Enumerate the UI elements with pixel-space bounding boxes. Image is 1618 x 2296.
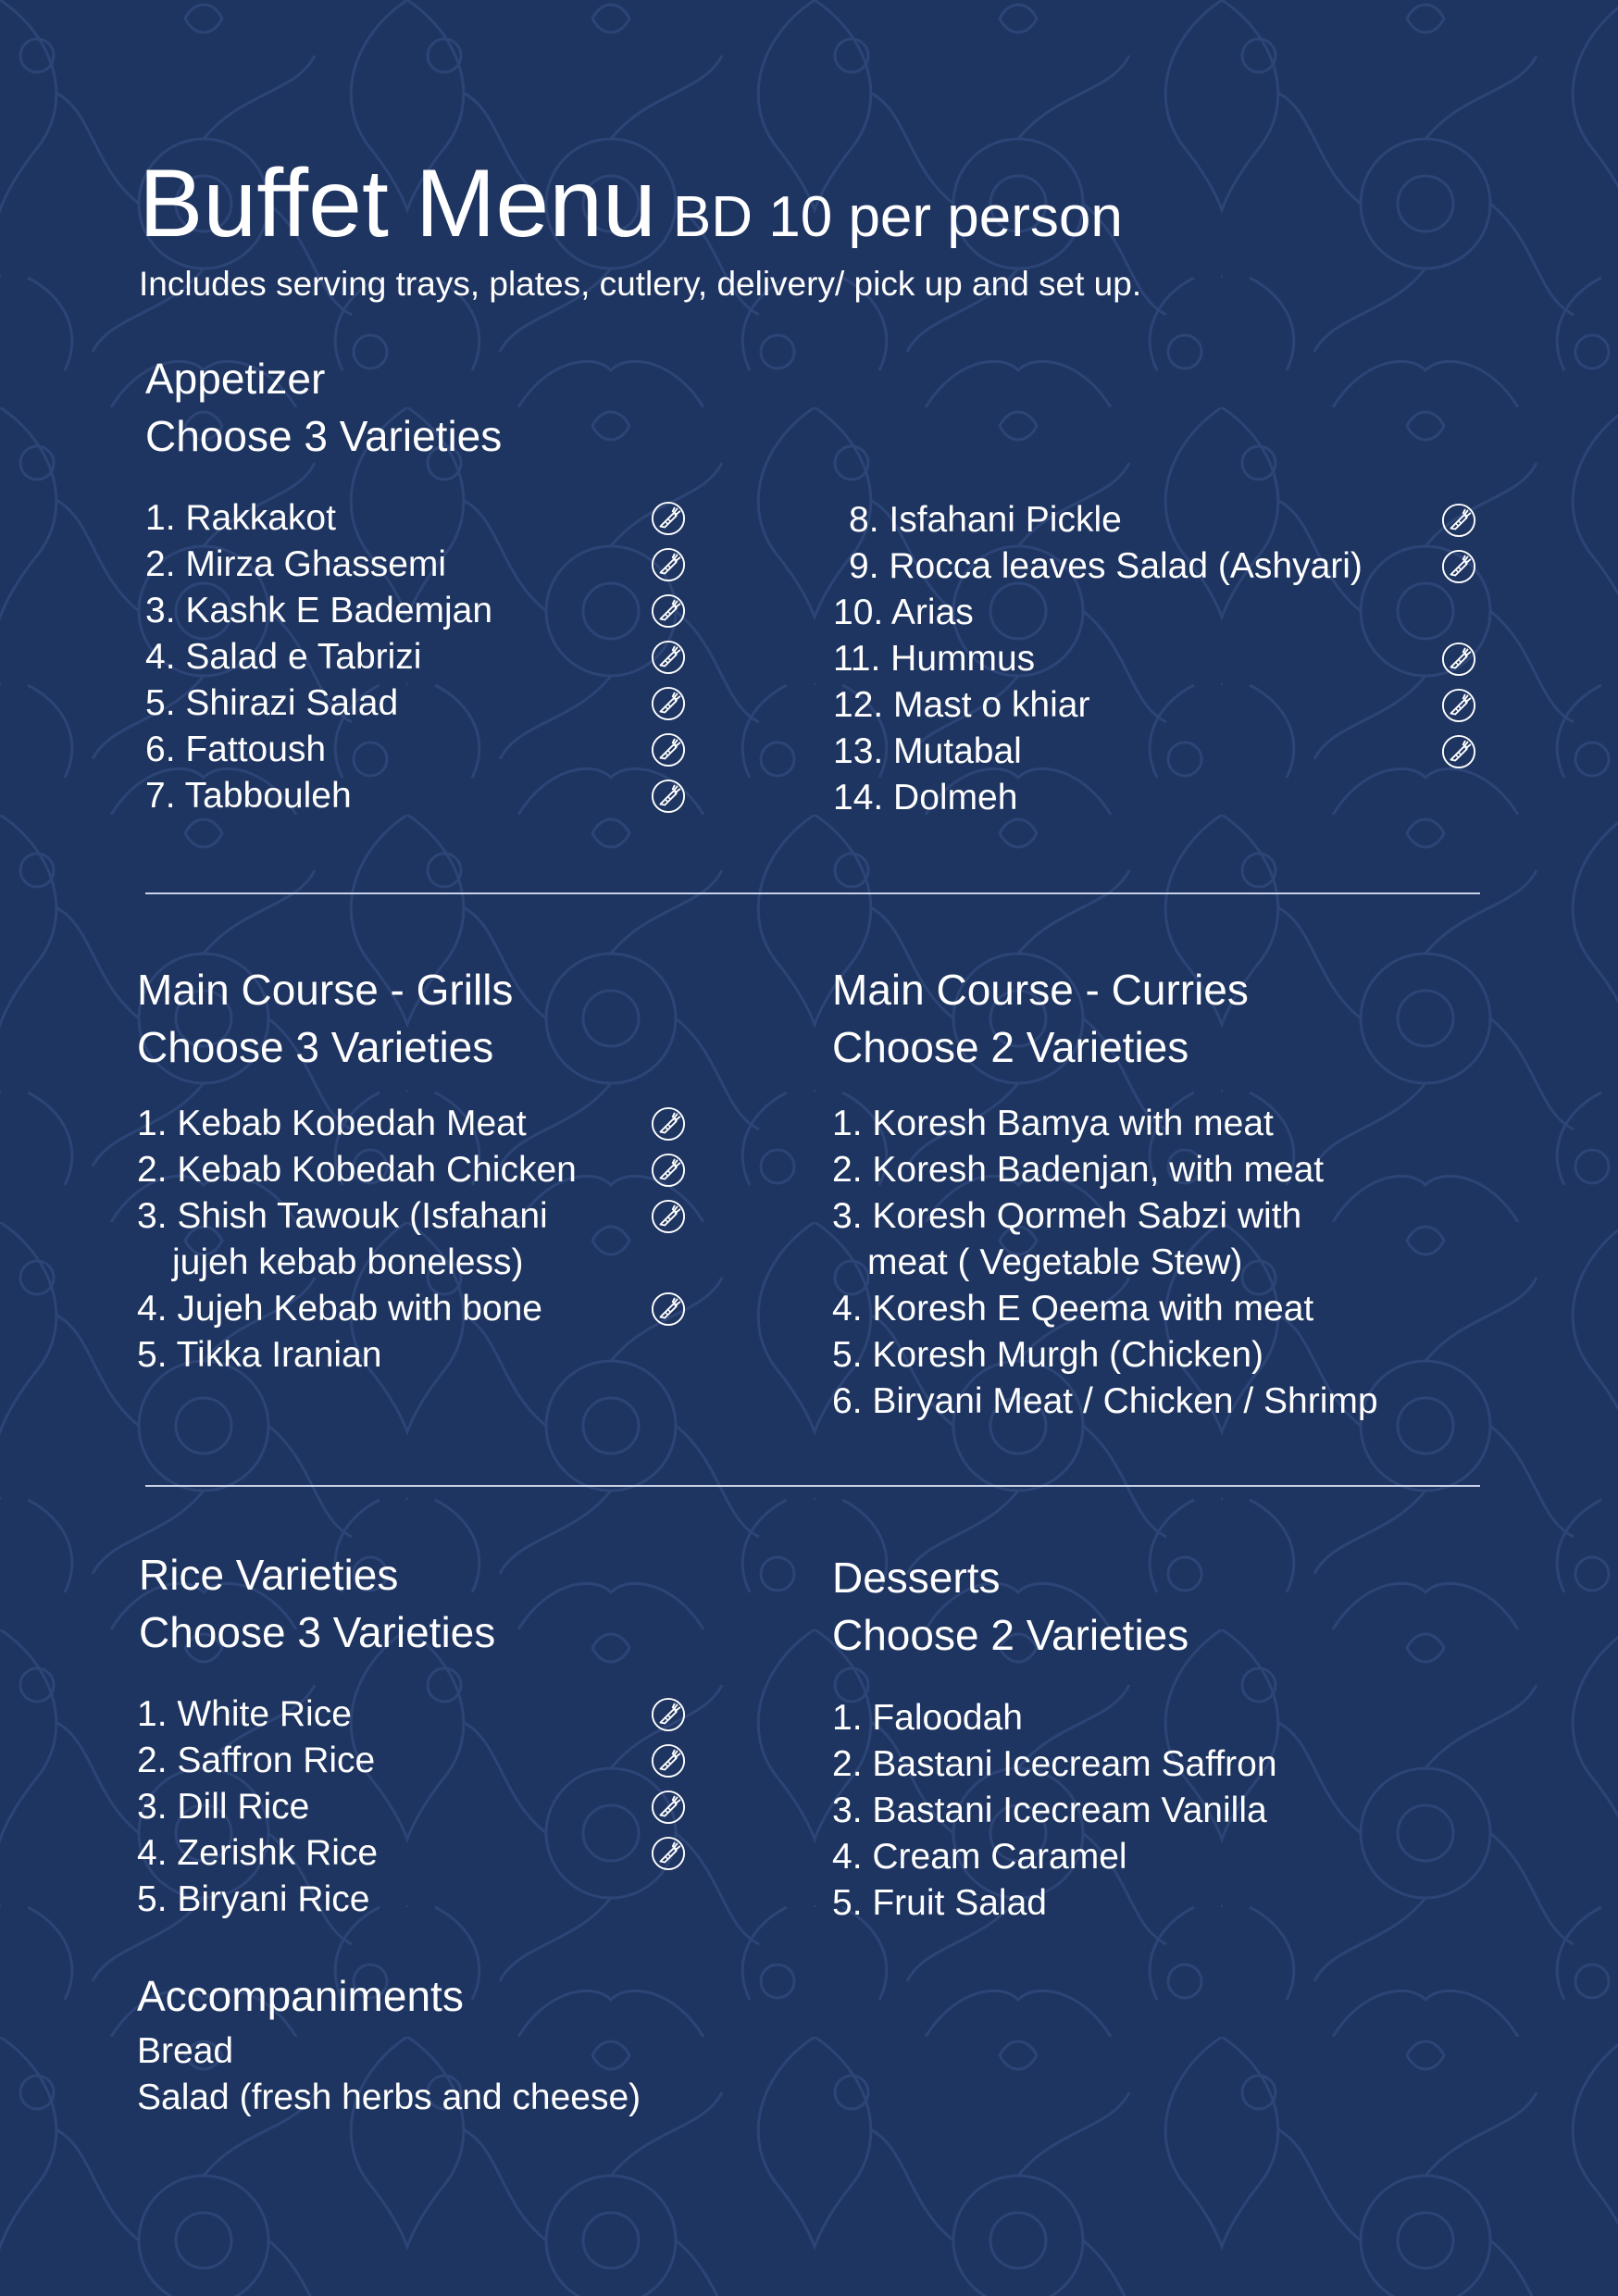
section-choose: Choose 3 Varieties [137,1023,494,1071]
carrot-icon [651,779,686,814]
menu-item-label: 2. Koresh Badenjan, with meat [832,1150,1325,1190]
menu-item-label: 6. Fattoush [145,730,327,769]
grills-section [137,961,513,1076]
menu-item-label: 1. Koresh Bamya with meat [832,1104,1274,1143]
curries-list [832,1101,1573,1425]
carrot-icon [1441,642,1476,677]
carrot-icon [1441,688,1476,723]
carrot-icon [651,1153,686,1188]
menu-item-label-cont: meat ( Vegetable Stew) [867,1242,1243,1282]
menu-item [832,1788,1573,1834]
menu-item [833,590,1481,636]
menu-item-label: 4. Koresh E Qeema with meat [832,1289,1314,1329]
desserts-section [832,1549,1189,1664]
menu-item-label: 5. Koresh Murgh (Chicken) [832,1335,1264,1375]
menu-item [145,542,701,588]
menu-item-label: 8. Isfahani Pickle [849,500,1122,540]
menu-item [832,1379,1573,1425]
carrot-icon [651,1292,686,1327]
menu-item-label: 11. Hummus [833,639,1036,679]
menu-item [145,727,701,773]
carrot-icon [651,1697,686,1732]
menu-item [137,1784,701,1830]
menu-item [833,636,1481,682]
desserts-list [832,1695,1573,1927]
menu-item-label: 2. Saffron Rice [137,1741,376,1780]
carrot-icon [651,686,686,721]
menu-item-label: 14. Dolmeh [833,778,1018,817]
accompaniment-item: Salad (fresh herbs and cheese) [137,2078,641,2117]
carrot-icon [651,1836,686,1871]
section-title: Rice Varieties [139,1551,399,1599]
carrot-icon [1441,549,1476,584]
subtitle: Includes serving trays, plates, cutlery, delivery/ pick up and set up. [139,265,1142,303]
menu-item [832,1695,1573,1741]
carrot-icon [1441,503,1476,538]
carrot-icon [651,1199,686,1234]
menu-item-label: 5. Tikka Iranian [137,1335,382,1375]
menu-item-label: 10. Arias [833,593,974,632]
menu-item-label: 12. Mast o khiar [833,685,1090,725]
menu-item [145,634,701,680]
accompaniments-section [137,1967,641,2121]
menu-item-label: 5. Fruit Salad [832,1883,1047,1923]
menu-item [832,1880,1573,1927]
carrot-icon [651,1106,686,1142]
menu-item-label: 3. Koresh Qormeh Sabzi with [832,1196,1302,1236]
menu-item-label: 2. Bastani Icecream Saffron [832,1744,1277,1784]
menu-item-label: 3. Kashk E Bademjan [145,591,493,630]
section-choose: Choose 3 Varieties [145,412,503,460]
section-choose: Choose 2 Varieties [832,1023,1189,1071]
menu-item [145,680,701,727]
menu-item [833,543,1481,590]
curries-section [832,961,1249,1076]
menu-item-label: 3. Dill Rice [137,1787,310,1827]
carrot-icon [1441,734,1476,769]
menu-item-label: 7. Tabbouleh [145,776,352,816]
carrot-icon [651,1790,686,1825]
menu-item [832,1193,1573,1286]
menu-item-label: 4. Zerishk Rice [137,1833,379,1873]
menu-item [832,1332,1573,1379]
menu-item [137,1691,701,1738]
menu-item [833,729,1481,775]
menu-item-label: 1. Kebab Kobedah Meat [137,1104,527,1143]
appetizer-list-right [833,497,1481,821]
menu-item-label: 3. Shish Tawouk (Isfahani [137,1196,548,1236]
menu-item [137,1830,701,1877]
menu-item [832,1286,1573,1332]
menu-item-label: 2. Mirza Ghassemi [145,544,447,584]
rice-list [137,1691,701,1923]
section-choose: Choose 2 Varieties [832,1611,1189,1659]
menu-item [137,1193,701,1286]
grills-list [137,1101,701,1379]
section-title: Main Course - Grills [137,966,514,1014]
menu-item-label: 5. Shirazi Salad [145,683,399,723]
menu-item [137,1147,701,1193]
carrot-icon [651,501,686,536]
page-title: Buffet Menu [139,150,656,257]
menu-item-label: 1. Faloodah [832,1698,1023,1738]
section-title: Desserts [832,1554,1001,1602]
menu-item [137,1738,701,1784]
menu-item-label: 5. Biryani Rice [137,1879,370,1919]
menu-item-label: 1. White Rice [137,1694,352,1734]
menu-item [832,1101,1573,1147]
carrot-icon [651,1743,686,1778]
divider [145,1485,1480,1487]
section-title: Main Course - Curries [832,966,1249,1014]
carrot-icon [651,593,686,629]
appetizer-list-left [145,495,701,819]
menu-item [833,497,1481,543]
menu-item-label: 6. Biryani Meat / Chicken / Shrimp [832,1381,1378,1421]
menu-item-label: 1. Rakkakot [145,498,336,538]
rice-section [139,1546,495,1661]
menu-item [145,773,701,819]
menu-item-label: 4. Salad e Tabrizi [145,637,422,677]
menu-item-label: 4. Cream Caramel [832,1837,1127,1877]
carrot-icon [651,640,686,675]
carrot-icon [651,547,686,582]
menu-item [145,495,701,542]
menu-item [137,1332,701,1379]
section-title: Appetizer [145,355,326,403]
menu-item [833,682,1481,729]
menu-item-label: 4. Jujeh Kebab with bone [137,1289,542,1329]
menu-item [833,775,1481,821]
menu-item [137,1877,701,1923]
menu-item-label: 9. Rocca leaves Salad (Ashyari) [849,546,1363,586]
carrot-icon [651,732,686,767]
appetizer-section [145,350,502,465]
header [139,150,1123,257]
divider [145,892,1480,894]
menu-item [137,1286,701,1332]
menu-item-label: 3. Bastani Icecream Vanilla [832,1791,1267,1830]
menu-item-label: 13. Mutabal [833,731,1022,771]
menu-item [832,1741,1573,1788]
menu-item [832,1834,1573,1880]
menu-item-label-cont: jujeh kebab boneless) [172,1242,524,1282]
section-choose: Choose 3 Varieties [139,1608,496,1656]
menu-item-label: 2. Kebab Kobedah Chicken [137,1150,577,1190]
menu-item [137,1101,701,1147]
accompaniment-item: Bread [137,2031,234,2071]
section-title: Accompaniments [137,1972,464,2020]
menu-item [145,588,701,634]
menu-item [832,1147,1573,1193]
price-label: BD 10 per person [672,185,1123,249]
